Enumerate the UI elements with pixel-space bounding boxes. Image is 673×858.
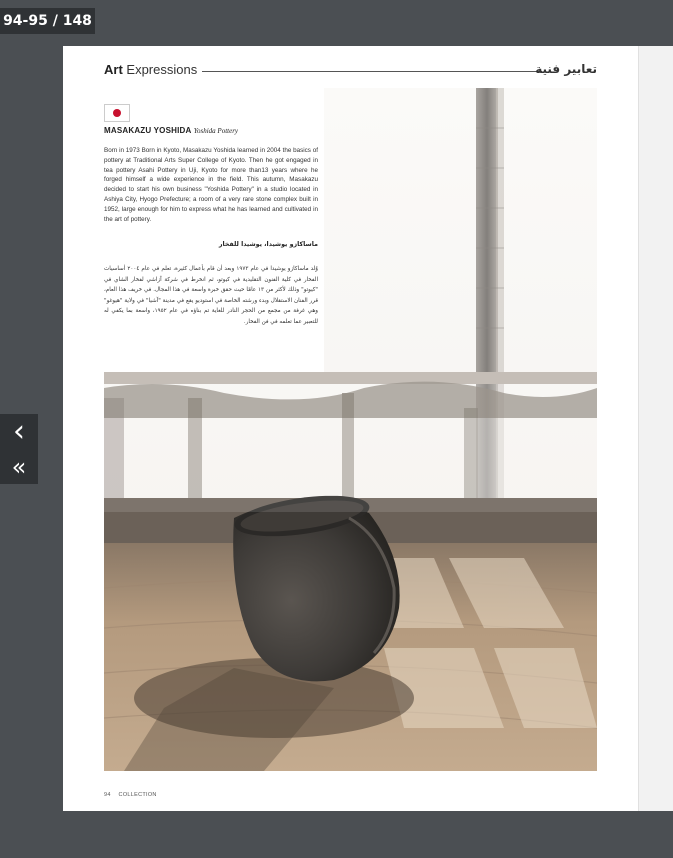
artist-bio-english: Born in 1973 Born in Kyoto, Masakazu Yoshida learned in 2004 the basics of pottery at Traditional Arts Super College of Kyoto. Then he got engaged in tea pottery Asahi Pottery in Uji, Kyoto for more than13 years where he forged himself a wide experience in the field. This autumn, Masakazu decided to start his own business "Yoshida Pottery" in a studio located in Ashiya City, Hyogo Prefecture; a room of a very rare stone complex built in 1952, large enough for him to express what he has learned and cultivated in the art of pottery.	[104, 147, 318, 223]
first-page-button[interactable]	[0, 452, 38, 484]
artist-bio-arabic: وُلد ماساكازو يوشيدا في عام ١٩٧٣ وبعد أن قام بأعمال كثيرة، تعلم في عام ٢٠٠٤ أساسيات الفخار في كلية الفنون التقليدية في كيوتو، ثم انخرط في شركة آزاشي لفخار الشاي في "كيوتو" وذلك لأكثر من ١٣ عامًا حيث حقق خبرة واسعة في هذا المجال. في خريف هذا العام، قرر الفنان الاستقلال وبدء ورشته الخاصة في استوديو يقع في مدينة "آشيا" في ولاية "هيوغو" وهي غرفة من مجمع من الحجر النادر للغاية تم بناؤه في عام ١٩٥٢، واسعة بما يكفي له للتعبير عما تعلمه في فن الفخار.	[104, 266, 318, 325]
page-counter: 94-95 / 148	[0, 8, 95, 34]
page-footer	[104, 792, 157, 798]
artist-heading	[104, 126, 238, 135]
page-number: 94	[104, 792, 111, 798]
section-title-arabic: تعابير فنية	[535, 62, 597, 76]
artist-heading-arabic: ماساكازو يوشيدا، يوشيدا للفخار	[218, 241, 318, 248]
studio-name: Yoshida Pottery	[193, 127, 239, 135]
publication-name: COLLECTION	[118, 792, 157, 798]
chevron-left-icon: ‹	[13, 414, 25, 449]
double-chevron-left-icon: «	[11, 453, 27, 481]
japan-flag-icon	[104, 104, 130, 122]
prev-page-button[interactable]	[0, 414, 38, 452]
next-page-edge[interactable]	[638, 46, 673, 811]
header-rule	[202, 71, 542, 72]
magazine-page-94	[63, 46, 638, 811]
artist-name: MASAKAZU YOSHIDA	[104, 126, 192, 135]
section-title: Art Expressions	[104, 62, 198, 77]
section-header	[104, 62, 597, 80]
